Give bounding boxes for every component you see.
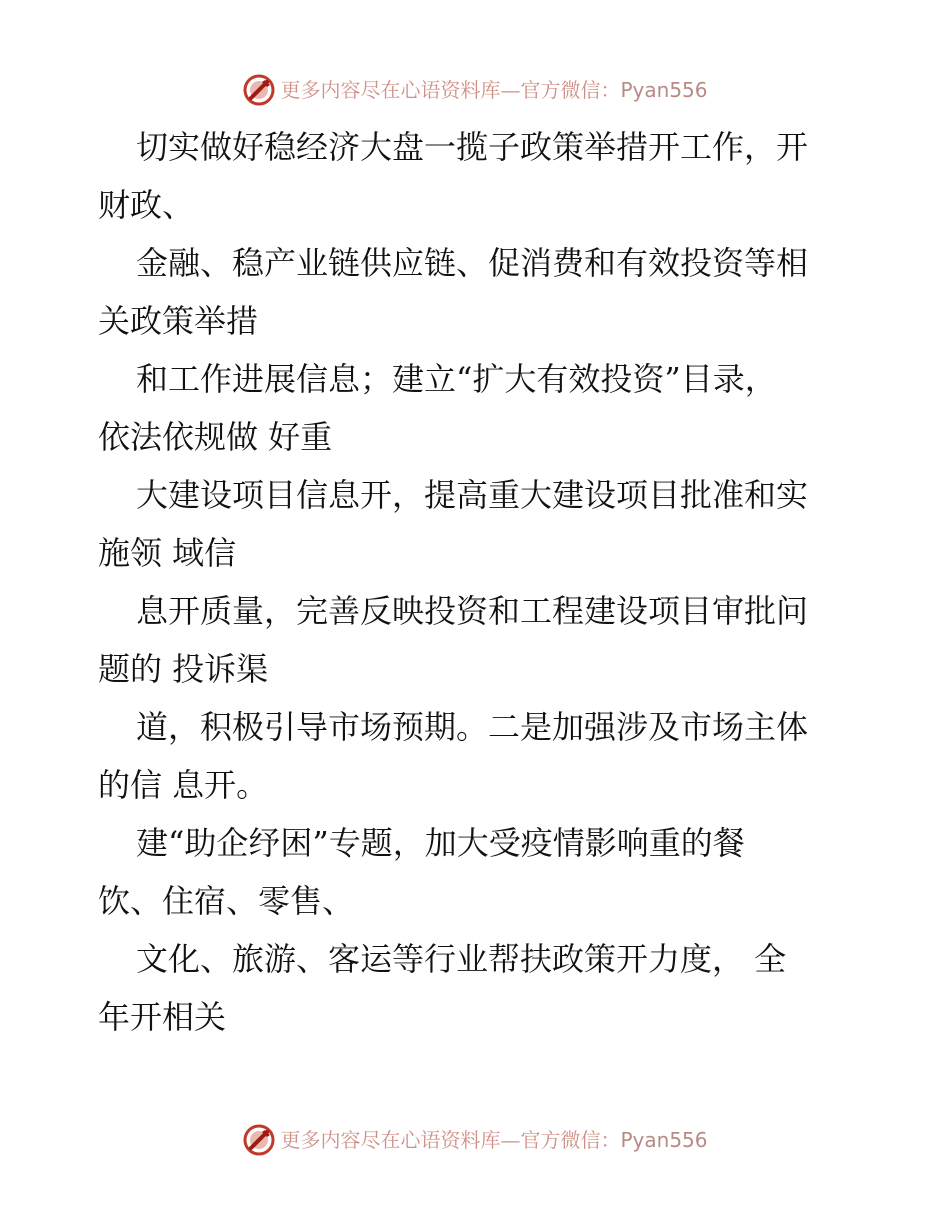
body-line: 息开质量，完善反映投资和工程建设项目审批问 [136, 592, 809, 630]
body-line: 关政策举措 [98, 302, 259, 340]
banner-brand-text: 更多内容尽在心语资料库— [280, 1128, 521, 1152]
body-line: 切实做好稳经济大盘一揽子政策举措开工作，开 [136, 128, 809, 166]
body-line: 施领 域信 [98, 534, 237, 572]
banner-wechat-label: 官方微信： [520, 1128, 621, 1152]
body-line: 年开相关 [98, 998, 227, 1036]
body-line: 依法依规做 好重 [98, 418, 333, 456]
red-seal-pen-icon [242, 73, 276, 107]
body-line: 金融、稳产业链供应链、促消费和有效投资等相 [136, 244, 809, 282]
body-line: 建“助企纾困”专题，加大受疫情影响重的餐 [136, 824, 745, 862]
banner-brand-text: 更多内容尽在心语资料库— [280, 78, 521, 102]
banner-wechat-label: 官方微信： [520, 78, 621, 102]
footer-banner [0, 1120, 950, 1160]
body-line: 道，积极引导市场预期。二是加强涉及市场主体 [136, 708, 809, 746]
body-line: 题的 投诉渠 [98, 650, 269, 688]
body-line: 的信 息开。 [98, 766, 269, 804]
banner-wechat-id: Pyan556 [620, 78, 708, 102]
body-line: 大建设项目信息开，提高重大建设项目批准和实 [136, 476, 809, 514]
body-line: 饮、住宿、零售、 [98, 882, 355, 920]
body-line: 财政、 [98, 186, 195, 224]
banner-wechat-id: Pyan556 [620, 1128, 708, 1152]
document-body [98, 118, 868, 1046]
body-line: 文化、旅游、客运等行业帮扶政策开力度， 全 [136, 940, 787, 978]
header-banner [0, 70, 950, 110]
body-line: 和工作进展信息；建立“扩大有效投资”目录， [136, 360, 777, 398]
red-seal-pen-icon [242, 1123, 276, 1157]
